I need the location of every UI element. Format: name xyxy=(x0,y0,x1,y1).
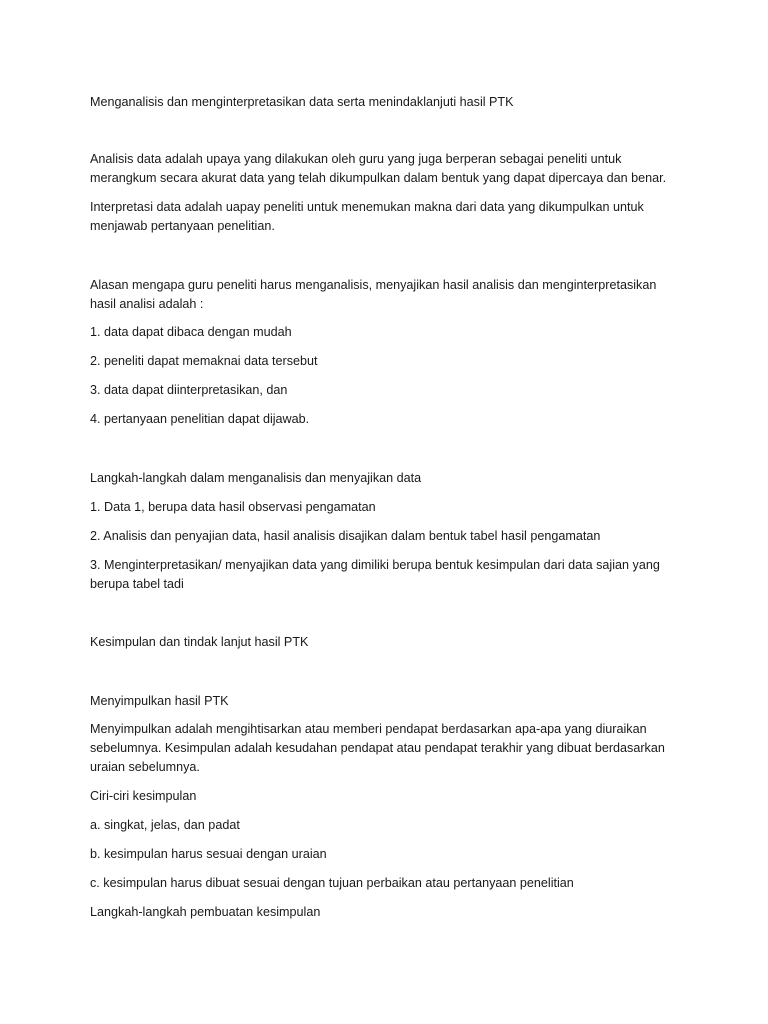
list-item: 4. pertanyaan penelitian dapat dijawab. xyxy=(90,412,310,426)
ciri-heading: Ciri-ciri kesimpulan xyxy=(90,789,197,803)
alasan-intro: Alasan mengapa guru peneliti harus menganalisis, menyajikan hasil analisis dan menginterpretasikan hasil analisi adalah : xyxy=(90,278,657,311)
list-item: 1. data dapat dibaca dengan mudah xyxy=(90,325,292,339)
document-title: Menganalisis dan menginterpretasikan data serta menindaklanjuti hasil PTK xyxy=(90,95,514,109)
list-item: 2. Analisis dan penyajian data, hasil analisis disajikan dalam bentuk tabel hasil pengamatan xyxy=(90,529,601,543)
analisis-definition: Analisis data adalah upaya yang dilakukan oleh guru yang juga berperan sebagai peneliti untuk merangkum secara akurat data yang telah dikumpulkan dalam bentuk yang dapat dipercaya dan benar. xyxy=(90,152,667,185)
langkah-heading: Langkah-langkah dalam menganalisis dan menyajikan data xyxy=(90,471,422,485)
list-item: b. kesimpulan harus sesuai dengan uraian xyxy=(90,847,327,861)
langkah-pembuatan-heading: Langkah-langkah pembuatan kesimpulan xyxy=(90,905,321,919)
menyimpulkan-definition: Menyimpulkan adalah mengihtisarkan atau memberi pendapat berdasarkan apa-apa yang diuraikan sebelumnya. Kesimpulan adalah kesudahan pendapat atau pendapat terakhir yang dibuat berdasarkan uraian sebelumnya. xyxy=(90,722,665,774)
interpretasi-definition: Interpretasi data adalah uapay peneliti untuk menemukan makna dari data yang dikumpulkan untuk menjawab pertanyaan penelitian. xyxy=(90,200,644,233)
list-item: 1. Data 1, berupa data hasil observasi pengamatan xyxy=(90,500,376,514)
list-item: 3. data dapat diinterpretasikan, dan xyxy=(90,383,288,397)
list-item: c. kesimpulan harus dibuat sesuai dengan tujuan perbaikan atau pertanyaan penelitian xyxy=(90,876,574,890)
list-item: 2. peneliti dapat memaknai data tersebut xyxy=(90,354,318,368)
list-item: a. singkat, jelas, dan padat xyxy=(90,818,240,832)
kesimpulan-heading: Kesimpulan dan tindak lanjut hasil PTK xyxy=(90,635,309,649)
menyimpulkan-heading: Menyimpulkan hasil PTK xyxy=(90,694,229,708)
list-item: 3. Menginterpretasikan/ menyajikan data yang dimiliki berupa bentuk kesimpulan dari data sajian yang berupa tabel tadi xyxy=(90,558,660,591)
